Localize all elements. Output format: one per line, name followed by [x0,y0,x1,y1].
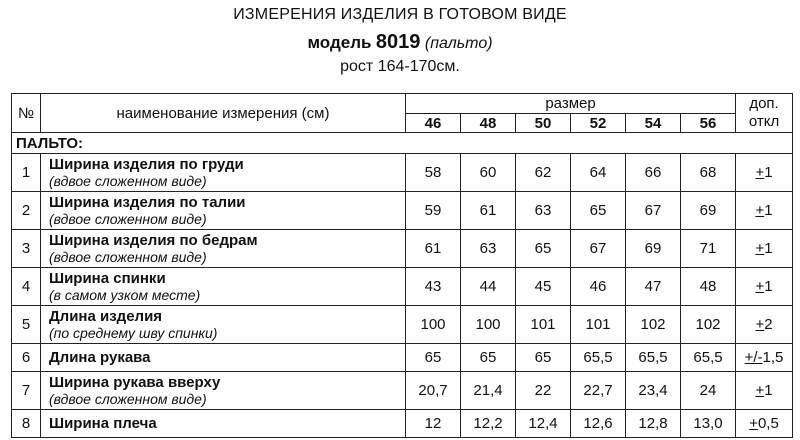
measurement-name-cell [41,192,406,230]
measurement-name: Ширина изделия по груди [49,155,244,173]
col-header-name: наименование измерения (см) [41,94,406,133]
tolerance-cell [736,306,793,344]
value-cell-size-54: 67 [626,192,681,230]
tolerance-value: 1,5 [762,349,784,366]
value-cell-size-48: 44 [461,268,516,306]
section-title: ПАЛЬТО: [12,133,793,154]
measurement-name: Ширина изделия по талии [49,193,246,211]
value-cell-size-46: 59 [406,192,461,230]
value-cell-size-46: 65 [406,344,461,372]
size-header-52: 52 [571,114,626,133]
value-cell-size-48: 21,4 [461,372,516,410]
value-cell-size-46: 100 [406,306,461,344]
tolerance-value: 2 [764,316,773,333]
measurements-table [11,93,793,438]
measurement-name: Длина рукава [49,349,151,366]
measurement-name-cell [41,410,406,438]
value-cell-size-50: 65 [516,230,571,268]
tolerance-value: 1 [764,278,773,295]
tolerance-sign: + [749,415,758,432]
tolerance-cell [736,230,793,268]
row-number: 7 [12,372,41,410]
measurement-name-cell [41,154,406,192]
value-cell-size-56: 68 [681,154,736,192]
value-cell-size-52: 65,5 [571,344,626,372]
value-cell-size-48: 65 [461,344,516,372]
size-header-46: 46 [406,114,461,133]
table-row [12,230,793,268]
value-cell-size-52: 12,6 [571,410,626,438]
tolerance-value: 0,5 [757,415,779,432]
size-header-48: 48 [461,114,516,133]
measurement-note: (вдвое сложенном виде) [49,210,207,227]
value-cell-size-48: 12,2 [461,410,516,438]
tolerance-header-line2: откл [748,113,780,130]
value-cell-size-46: 20,7 [406,372,461,410]
measurement-note: (вдвое сложенном виде) [49,248,207,265]
measurement-name-cell [41,344,406,372]
tolerance-value: 1 [764,382,773,399]
tolerance-value: 1 [764,164,773,181]
value-cell-size-52: 46 [571,268,626,306]
size-header-56: 56 [681,114,736,133]
value-cell-size-50: 65 [516,344,571,372]
measurement-note: (вдвое сложенном виде) [49,390,207,407]
value-cell-size-52: 22,7 [571,372,626,410]
table-row [12,154,793,192]
table-row [12,192,793,230]
value-cell-size-50: 22 [516,372,571,410]
value-cell-size-54: 102 [626,306,681,344]
value-cell-size-54: 65,5 [626,344,681,372]
value-cell-size-56: 69 [681,192,736,230]
measurement-name: Ширина плеча [49,415,157,432]
table-row [12,372,793,410]
measurement-note: (по среднему шву спинки) [49,324,218,341]
measurement-name: Ширина рукава вверху [49,373,221,391]
value-cell-size-48: 61 [461,192,516,230]
col-header-number: № [12,94,41,133]
measurement-name: Ширина изделия по бедрам [49,231,258,249]
model-label: модель [307,33,372,52]
value-cell-size-54: 69 [626,230,681,268]
document-title: ИЗМЕРЕНИЯ ИЗДЕЛИЯ В ГОТОВОМ ВИДЕ [233,6,567,23]
model-note: (пальто) [424,35,493,52]
row-number: 5 [12,306,41,344]
measurement-name-cell [41,230,406,268]
model-number: 8019 [375,31,421,53]
value-cell-size-50: 101 [516,306,571,344]
value-cell-size-56: 102 [681,306,736,344]
size-header-50: 50 [516,114,571,133]
value-cell-size-46: 43 [406,268,461,306]
tolerance-cell [736,154,793,192]
value-cell-size-56: 71 [681,230,736,268]
value-cell-size-46: 12 [406,410,461,438]
tolerance-cell [736,344,793,372]
tolerance-value: 1 [764,202,773,219]
tolerance-cell [736,372,793,410]
value-cell-size-52: 101 [571,306,626,344]
tolerance-sign: + [755,164,765,181]
tolerance-sign: + [755,382,765,399]
tolerance-sign: + [755,316,765,333]
value-cell-size-46: 58 [406,154,461,192]
measurement-note: (в самом узком месте) [49,286,201,303]
value-cell-size-48: 63 [461,230,516,268]
measurement-name: Ширина спинки [49,269,166,287]
size-header-54: 54 [626,114,681,133]
measurement-name: Длина изделия [49,307,163,325]
table-row [12,268,793,306]
col-header-tolerance [736,94,793,133]
measurement-name-cell [41,306,406,344]
value-cell-size-52: 65 [571,192,626,230]
value-cell-size-48: 60 [461,154,516,192]
value-cell-size-52: 67 [571,230,626,268]
row-number: 6 [12,344,41,372]
value-cell-size-56: 48 [681,268,736,306]
value-cell-size-50: 45 [516,268,571,306]
tolerance-value: 1 [764,240,773,257]
tolerance-cell [736,192,793,230]
model-line [0,31,800,54]
value-cell-size-46: 61 [406,230,461,268]
tolerance-cell [736,410,793,438]
table-row [12,410,793,438]
value-cell-size-52: 64 [571,154,626,192]
measurement-name-cell [41,268,406,306]
row-number: 8 [12,410,41,438]
value-cell-size-54: 12,8 [626,410,681,438]
value-cell-size-54: 47 [626,268,681,306]
value-cell-size-54: 66 [626,154,681,192]
tolerance-header-line1: доп. [749,95,779,112]
value-cell-size-56: 65,5 [681,344,736,372]
value-cell-size-48: 100 [461,306,516,344]
height-range: рост 164-170см. [340,58,460,75]
measurement-name-cell [41,372,406,410]
value-cell-size-50: 62 [516,154,571,192]
value-cell-size-50: 12,4 [516,410,571,438]
row-number: 2 [12,192,41,230]
row-number: 1 [12,154,41,192]
tolerance-sign: + [755,278,765,295]
table-row [12,344,793,372]
tolerance-cell [736,268,793,306]
value-cell-size-56: 24 [681,372,736,410]
row-number: 3 [12,230,41,268]
table-row [12,306,793,344]
measurement-note: (вдвое сложенном виде) [49,172,207,189]
row-number: 4 [12,268,41,306]
value-cell-size-56: 13,0 [681,410,736,438]
tolerance-sign: +/- [744,349,763,366]
tolerance-sign: + [755,202,765,219]
value-cell-size-54: 23,4 [626,372,681,410]
col-header-size: размер [406,94,736,114]
tolerance-sign: + [755,240,765,257]
value-cell-size-50: 63 [516,192,571,230]
